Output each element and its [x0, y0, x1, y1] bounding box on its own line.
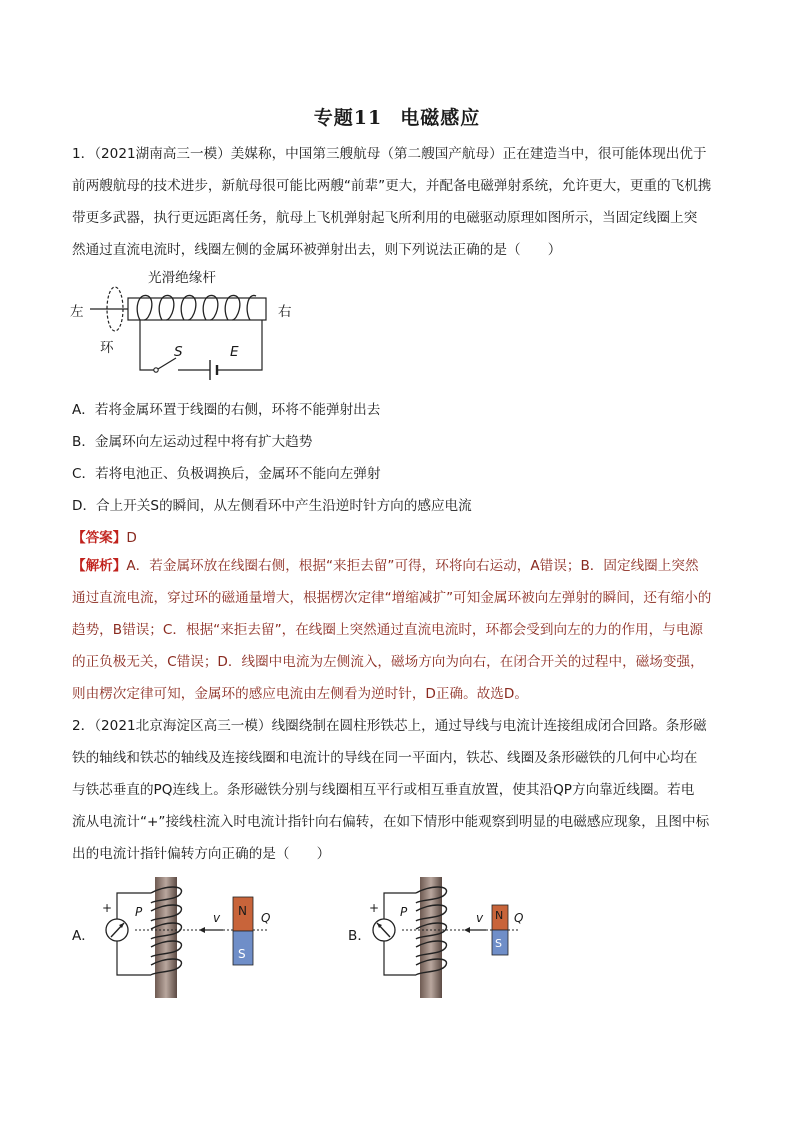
analysis-line: 通过直流电流，穿过环的磁通量增大，根据楞次定律“增缩减扩”可知金属环被向左弹射的瞬间，还有缩小的 — [72, 590, 712, 606]
figure-a — [95, 875, 295, 1000]
n-label: N — [495, 909, 504, 922]
ring-label: 环 — [100, 340, 114, 356]
analysis-tag: 【解析】 — [72, 558, 127, 574]
answer-line — [72, 526, 137, 546]
plus-label: + — [369, 901, 380, 915]
figure-b-option: B． — [348, 928, 371, 944]
v-label: v — [213, 911, 221, 925]
q2-line: 铁的轴线和铁芯的轴线及连接线圈和电流计的导线在同一平面内，铁芯、线圈及条形磁铁的几何中心均在 — [72, 750, 698, 766]
q2-line: 与铁芯垂直的PQ连线上。条形磁铁分别与线圈相互平行或相互垂直放置，使其沿QP方向靠近线圈。若电 — [72, 782, 695, 798]
rod-label: 光滑绝缘杆 — [148, 270, 216, 286]
battery-label: E — [230, 344, 239, 360]
switch-label: S — [174, 344, 183, 360]
analysis-line: 【解析】A．若金属环放在线圈右侧，根据“来拒去留”可得，环将向右运动，A错误；B．固定线圈上突然 — [72, 558, 699, 574]
v-label: v — [476, 911, 484, 925]
p-label: P — [400, 905, 408, 919]
q2-line: 2．（2021北京海淀区高三一模）线圈绕制在圆柱形铁芯上，通过导线与电流计连接组成闭合回路。条形磁 — [72, 718, 707, 734]
s-label: S — [238, 947, 246, 961]
option-b: B．金属环向左运动过程中将有扩大趋势 — [72, 434, 313, 450]
option-d: D．合上开关S的瞬间，从左侧看环中产生沿逆时针方向的感应电流 — [72, 498, 472, 514]
analysis-block — [72, 550, 722, 710]
q1-line: 1．（2021湖南高三一模）美媒称，中国第三艘航母（第二艘国产航母）正在建造当中，很可能体现出优于 — [72, 146, 707, 162]
page-title — [0, 103, 794, 130]
figure-a-option: A． — [72, 928, 95, 944]
analysis-line: 则由楞次定律可知，金属环的感应电流由左侧看为逆时针，D正确。故选D。 — [72, 686, 528, 702]
analysis-line: 趋势，B错误；C．根据“来拒去留”，在线圈上突然通过直流电流时，环都会受到向左的力的作用，与电源 — [72, 622, 704, 638]
title-topic: 专题11 — [313, 107, 383, 129]
q2-line: 出的电流计指针偏转方向正确的是（ ） — [72, 846, 331, 862]
q1-line: 然通过直流电流时，线圈左侧的金属环被弹射出去，则下列说法正确的是（ ） — [72, 242, 562, 258]
analysis-line: 的正负极无关，C错误；D．线圈中电流为左侧流入，磁场方向为向右，在闭合开关的过程中，磁场变强， — [72, 654, 704, 670]
q-label: Q — [261, 911, 271, 925]
answer-value: D — [126, 530, 137, 546]
option-a: A．若将金属环置于线圈的右侧，环将不能弹射出去 — [72, 402, 381, 418]
title-name: 电磁感应 — [400, 107, 481, 129]
right-label: 右 — [278, 304, 292, 320]
q1-coil-diagram — [70, 266, 300, 386]
q1-line: 前两艘航母的技术进步，新航母很可能比两艘“前辈”更大，并配备电磁弹射系统，允许更大，更重的飞机携 — [72, 178, 712, 194]
iron-core — [155, 877, 177, 998]
n-label: N — [238, 904, 247, 918]
s-label: S — [495, 937, 502, 950]
plus-label: + — [102, 901, 113, 915]
option-c: C．若将电池正、负极调换后，金属环不能向左弹射 — [72, 466, 381, 482]
q2-line: 流从电流计“+”接线柱流入时电流计指针向右偏转，在如下情形中能观察到明显的电磁感应现象，且图中标 — [72, 814, 710, 830]
left-label: 左 — [70, 304, 84, 320]
figure-b — [368, 875, 568, 1000]
q-label: Q — [514, 911, 524, 925]
answer-tag: 【答案】 — [72, 530, 127, 546]
q1-line: 带更多武器，执行更远距离任务，航母上飞机弹射起飞所利用的电磁驱动原理如图所示，当固定线圈上突 — [72, 210, 698, 226]
iron-core — [420, 877, 442, 998]
p-label: P — [135, 905, 143, 919]
question-2-stem — [72, 710, 722, 870]
question-1-stem — [72, 138, 722, 266]
